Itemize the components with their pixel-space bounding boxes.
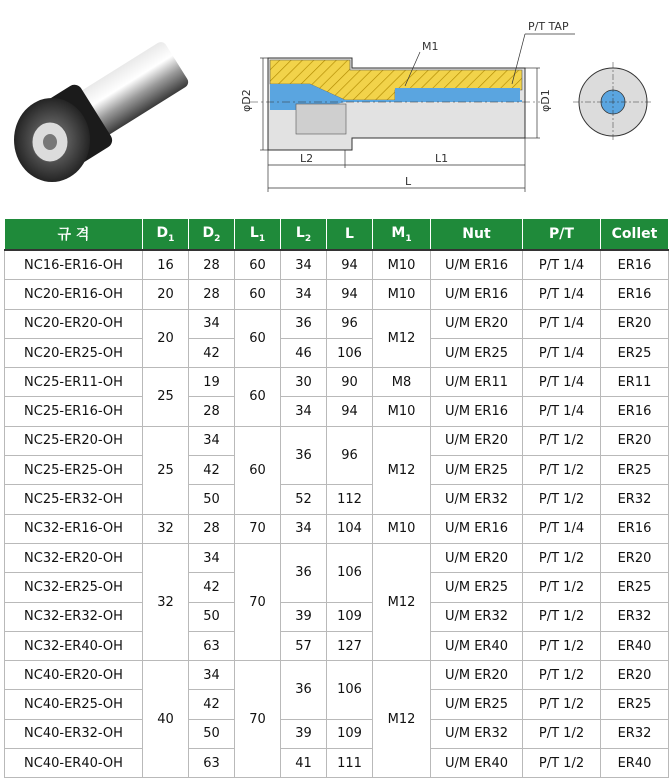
spec-cell: U/M ER25 [431,690,523,719]
spec-cell: P/T 1/4 [523,309,601,338]
model-cell: NC40-ER40-OH [5,749,143,778]
table-row [5,426,669,455]
spec-cell: 127 [327,631,373,660]
model-cell: NC40-ER25-OH [5,690,143,719]
spec-cell: M12 [373,661,431,778]
column-header: $D_2$ [189,219,235,251]
model-cell: NC25-ER32-OH [5,485,143,514]
spec-cell: 60 [235,426,281,514]
spec-cell: 109 [327,602,373,631]
model-cell: NC25-ER11-OH [5,368,143,397]
spec-cell: P/T 1/2 [523,543,601,572]
spec-cell: ER20 [601,426,669,455]
spec-cell: P/T 1/2 [523,602,601,631]
model-cell: NC25-ER25-OH [5,456,143,485]
spec-cell: U/M ER20 [431,543,523,572]
spec-cell: P/T 1/4 [523,397,601,426]
spec-cell: ER11 [601,368,669,397]
spec-cell: 63 [189,749,235,778]
spec-cell: ER25 [601,690,669,719]
spec-cell: U/M ER11 [431,368,523,397]
spec-cell: P/T 1/2 [523,749,601,778]
spec-cell: U/M ER16 [431,397,523,426]
model-cell: NC32-ER16-OH [5,514,143,543]
spec-cell: 42 [189,456,235,485]
spec-cell: P/T 1/2 [523,690,601,719]
column-header: $D_1$ [143,219,189,251]
spec-cell: 36 [281,309,327,338]
spec-cell: 96 [327,309,373,338]
d1-label: φD1 [539,89,552,112]
model-cell: NC20-ER16-OH [5,280,143,309]
spec-cell: U/M ER32 [431,602,523,631]
spec-cell: U/M ER16 [431,514,523,543]
spec-cell: 34 [281,250,327,280]
spec-cell: 111 [327,749,373,778]
spec-cell: 57 [281,631,327,660]
column-header: P/T [523,219,601,251]
d2-label: φD2 [240,89,253,112]
spec-cell: 34 [189,543,235,572]
spec-cell: 106 [327,543,373,602]
spec-cell: 70 [235,661,281,778]
spec-cell: P/T 1/2 [523,456,601,485]
spec-cell: ER20 [601,661,669,690]
spec-cell: U/M ER20 [431,426,523,455]
spec-cell: 32 [143,514,189,543]
model-cell: NC20-ER20-OH [5,309,143,338]
spec-cell: 34 [189,661,235,690]
spec-cell: M12 [373,309,431,368]
spec-cell: P/T 1/4 [523,338,601,367]
spec-cell: ER25 [601,338,669,367]
column-header: 규 격 [5,219,143,251]
table-row [5,602,669,631]
table-row [5,397,669,426]
spec-cell: 41 [281,749,327,778]
spec-cell: P/T 1/2 [523,485,601,514]
spec-cell: ER20 [601,309,669,338]
spec-cell: M10 [373,397,431,426]
spec-cell: ER40 [601,749,669,778]
spec-cell: U/M ER20 [431,309,523,338]
spec-cell: 60 [235,309,281,368]
spec-cell: 46 [281,338,327,367]
spec-cell: M12 [373,543,431,660]
table-row [5,514,669,543]
spec-cell: 60 [235,280,281,309]
spec-cell: 70 [235,543,281,660]
spec-cell: M10 [373,250,431,280]
l-label: L [405,175,412,188]
spec-cell: 90 [327,368,373,397]
section-drawing [250,34,575,192]
spec-cell: 28 [189,397,235,426]
spec-cell: 28 [189,514,235,543]
spec-cell: M12 [373,426,431,514]
spec-cell: U/M ER16 [431,250,523,280]
spec-cell: U/M ER32 [431,485,523,514]
spec-table [4,218,669,778]
spec-cell: 34 [281,280,327,309]
spec-cell: 36 [281,426,327,485]
spec-cell: ER25 [601,456,669,485]
product-photo [14,31,196,182]
column-header: $M_1$ [373,219,431,251]
spec-cell: 36 [281,543,327,602]
spec-cell: 104 [327,514,373,543]
spec-cell: M10 [373,280,431,309]
table-row [5,631,669,660]
spec-cell: U/M ER25 [431,338,523,367]
spec-cell: 34 [189,426,235,455]
spec-cell: P/T 1/2 [523,719,601,748]
table-row [5,719,669,748]
spec-cell: 109 [327,719,373,748]
spec-cell: P/T 1/4 [523,368,601,397]
spec-cell: 40 [143,661,189,778]
spec-cell: U/M ER25 [431,456,523,485]
table-row [5,338,669,367]
spec-cell: P/T 1/4 [523,250,601,280]
spec-cell: U/M ER20 [431,661,523,690]
spec-cell: ER16 [601,250,669,280]
table-row [5,280,669,309]
table-row [5,368,669,397]
spec-cell: U/M ER16 [431,280,523,309]
spec-cell: ER20 [601,543,669,572]
spec-cell: 96 [327,426,373,485]
spec-cell: 42 [189,690,235,719]
model-cell: NC32-ER32-OH [5,602,143,631]
column-header: $L_1$ [235,219,281,251]
spec-cell: 28 [189,250,235,280]
spec-cell: 60 [235,368,281,427]
spec-cell: 16 [143,250,189,280]
table-row [5,485,669,514]
table-body [5,250,669,778]
spec-cell: 30 [281,368,327,397]
spec-cell: 50 [189,602,235,631]
spec-cell: 52 [281,485,327,514]
product-figure [0,0,670,210]
spec-cell: 60 [235,250,281,280]
table-row [5,661,669,690]
spec-cell: 28 [189,280,235,309]
spec-cell: P/T 1/2 [523,631,601,660]
spec-cell: 19 [189,368,235,397]
column-header: Nut [431,219,523,251]
model-cell: NC25-ER20-OH [5,426,143,455]
spec-cell: 50 [189,485,235,514]
spec-cell: P/T 1/2 [523,661,601,690]
l2-label: L2 [300,152,314,165]
spec-cell: P/T 1/4 [523,514,601,543]
spec-cell: U/M ER32 [431,719,523,748]
spec-cell: U/M ER40 [431,749,523,778]
spec-cell: ER16 [601,514,669,543]
spec-cell: 34 [189,309,235,338]
column-header: $L_2$ [281,219,327,251]
table-row [5,543,669,572]
spec-cell: 94 [327,250,373,280]
spec-cell: 34 [281,397,327,426]
spec-cell: P/T 1/2 [523,426,601,455]
spec-cell: U/M ER25 [431,573,523,602]
spec-cell: P/T 1/2 [523,573,601,602]
table-header [5,219,669,251]
spec-cell: 106 [327,338,373,367]
m1-label: M1 [422,40,439,53]
spec-cell: ER16 [601,397,669,426]
spec-cell: 20 [143,309,189,368]
spec-cell: 94 [327,397,373,426]
table-row [5,309,669,338]
spec-cell: U/M ER40 [431,631,523,660]
spec-cell: M10 [373,514,431,543]
spec-cell: ER32 [601,485,669,514]
spec-cell: 112 [327,485,373,514]
spec-cell: 50 [189,719,235,748]
spec-cell: 70 [235,514,281,543]
spec-cell: ER16 [601,280,669,309]
model-cell: NC32-ER25-OH [5,573,143,602]
spec-cell: 25 [143,426,189,514]
spec-cell: ER25 [601,573,669,602]
table-row [5,749,669,778]
spec-cell: 94 [327,280,373,309]
spec-cell: 25 [143,368,189,427]
column-header: L [327,219,373,251]
spec-cell: 39 [281,602,327,631]
model-cell: NC40-ER20-OH [5,661,143,690]
model-cell: NC32-ER20-OH [5,543,143,572]
table-row [5,250,669,280]
spec-cell: ER40 [601,631,669,660]
column-header: Collet [601,219,669,251]
spec-cell: 42 [189,573,235,602]
pt-tap-label: P/T TAP [528,20,569,33]
spec-cell: 36 [281,661,327,720]
spec-cell: 20 [143,280,189,309]
spec-cell: ER32 [601,719,669,748]
spec-cell: ER32 [601,602,669,631]
spec-cell: 63 [189,631,235,660]
spec-cell: 34 [281,514,327,543]
spec-cell: M8 [373,368,431,397]
spec-cell: 39 [281,719,327,748]
model-cell: NC20-ER25-OH [5,338,143,367]
model-cell: NC25-ER16-OH [5,397,143,426]
model-cell: NC32-ER40-OH [5,631,143,660]
model-cell: NC40-ER32-OH [5,719,143,748]
l1-label: L1 [435,152,449,165]
spec-cell: P/T 1/4 [523,280,601,309]
model-cell: NC16-ER16-OH [5,250,143,280]
spec-cell: 106 [327,661,373,720]
spec-cell: 42 [189,338,235,367]
end-view [573,62,653,142]
spec-cell: 32 [143,543,189,660]
